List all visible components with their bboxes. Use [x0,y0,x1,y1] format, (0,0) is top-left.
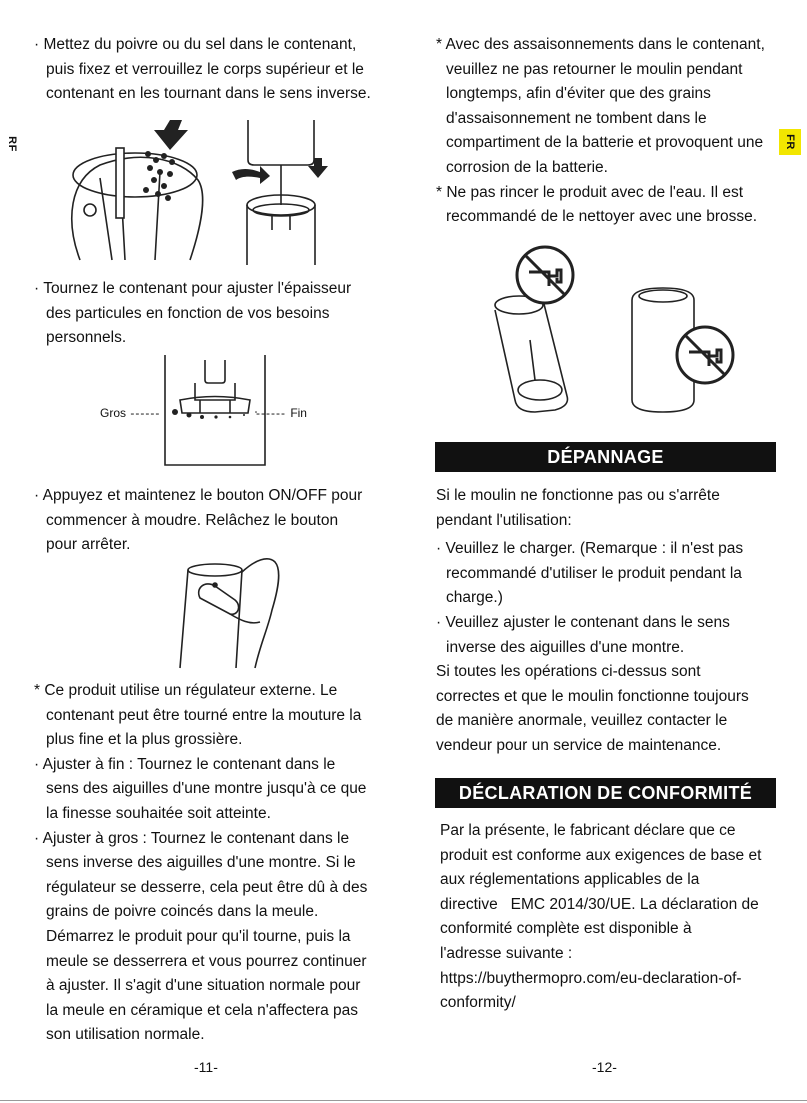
text-line: veuillez ne pas retourner le moulin pendant [446,60,743,78]
language-tab-left [0,130,24,158]
text-line: Si toutes les opérations ci-dessus sont [436,663,701,681]
language-tab-right-label: FR [783,134,796,150]
text-line: correctes et que le moulin fonctionne toujours [436,687,749,705]
text-line: · Ajuster à fin : Tournez le contenant dans le [34,755,336,773]
conformity-url[interactable]: https://buythermopro.com/eu-declaration-of- [440,969,742,987]
grind-fine-label: ------ Fin [256,406,307,420]
page-number-left: -11- [194,1059,218,1075]
text-line: la meule en céramique et cela n'affectera pas [46,1001,358,1019]
text-line: contenant en les tournant dans le sens inverse. [46,85,371,103]
text-line: charge.) [446,589,503,607]
text-line: grains de poivre coincés dans la meule. [46,903,319,921]
fine-text: Fin [290,406,307,420]
text-line: recommandé d'utiliser le produit pendant la [446,564,742,582]
text-line: sens des aiguilles d'une montre jusqu'à ce que [46,780,367,798]
text-line: * Ce produit utilise un régulateur externe. Le [34,682,338,699]
text-line: plus fine et la plus grossière. [46,731,243,749]
text-line: conformité complète est disponible à [440,920,692,938]
page-number-right: -12- [592,1059,617,1075]
no-water-rinse-illustration [485,240,745,420]
troubleshooting-title: DÉPANNAGE [547,446,664,467]
text-line: de manière anormale, veuillez contacter le [436,712,728,730]
text-line: · Veuillez le charger. (Remarque : il n'est pas [436,540,744,558]
text-line: vendeur pour un service de maintenance. [436,736,722,754]
hand-press-button-illustration [160,550,300,670]
left-step-3 [34,484,394,558]
text-line: la finesse souhaitée soit atteinte. [46,804,271,822]
text-line: * Avec des assaisonnements dans le contenant, [436,36,765,53]
text-line: recommandé de le nettoyer avec une brosse. [446,208,758,226]
text-line: longtemps, afin d'éviter que des grains [446,85,711,103]
conformity-url-cont[interactable]: conformity/ [440,994,516,1012]
text-line: · Veuillez ajuster le contenant dans le sens [436,613,730,631]
text-line: * Ne pas rincer le produit avec de l'eau. Il est [436,183,744,201]
text-line: directive EMC 2014/30/UE. La déclaration de [440,895,759,913]
conformity-title: DÉCLARATION DE CONFORMITÉ [458,782,753,803]
right-note-seasoning [436,33,781,230]
text-line: commencer à moudre. Relâchez le bouton [46,511,339,529]
text-line: Par la présente, le fabricant déclare que ce [440,822,736,839]
text-line: corrosion de la batterie. [446,158,608,176]
text-line: puis fixez et verrouillez le corps supérieur et le [46,60,364,78]
text-line: pour arrêter. [46,536,131,554]
fill-container-illustration [60,110,400,265]
left-note-regulator [34,679,394,1048]
text-line: · Ajuster à gros : Tournez le contenant dans le [34,829,350,847]
text-line: · Tournez le contenant pour ajuster l'épaisseur [34,280,352,297]
text-line: · Appuyez et maintenez le bouton ON/OFF pour [34,487,363,504]
coarse-text: Gros [100,406,127,420]
conformity-body [440,819,785,1016]
text-line: contenant peut être tourné entre la mouture la [46,706,362,724]
left-step-1 [34,33,394,107]
text-line: meule se desserrera et vous pourrez continuer [46,952,367,970]
page-bottom-divider [0,1100,807,1101]
text-line: des particules en fonction de vos besoins [46,304,330,322]
grind-adjust-illustration [160,355,270,470]
text-line: d'assaisonnement ne tombent dans le [446,109,707,127]
text-line: sens inverse des aiguilles d'une montre. Si le [46,854,356,872]
conformity-heading [435,778,776,808]
grind-coarse-label: Gros ------ [100,406,161,420]
language-tab-right [779,129,801,155]
text-line: aux réglementations applicables de la [440,871,700,889]
text-line: inverse des aiguilles d'une montre. [446,638,685,656]
text-line: produit est conforme aux exigences de base et [440,846,762,864]
left-step-2 [34,277,394,351]
language-tab-left-label: RF [5,136,18,152]
text-line: · Mettez du poivre ou du sel dans le contenant, [34,36,357,53]
text-line: l'adresse suivante : [440,944,573,962]
troubleshooting-body [436,484,781,759]
text-line: Si le moulin ne fonctionne pas ou s'arrête [436,487,720,504]
text-line: pendant l'utilisation: [436,511,572,529]
text-line: à ajuster. Il s'agit d'une situation normale pour [46,977,361,995]
text-line: compartiment de la batterie et provoquent une [446,134,764,152]
text-line: son utilisation normale. [46,1026,205,1044]
text-line: Démarrez le produit pour qu'il tourne, puis la [46,927,351,945]
text-line: régulateur se desserre, cela peut être dû à des [46,878,368,896]
troubleshooting-heading [435,442,776,472]
text-line: personnels. [46,329,127,347]
